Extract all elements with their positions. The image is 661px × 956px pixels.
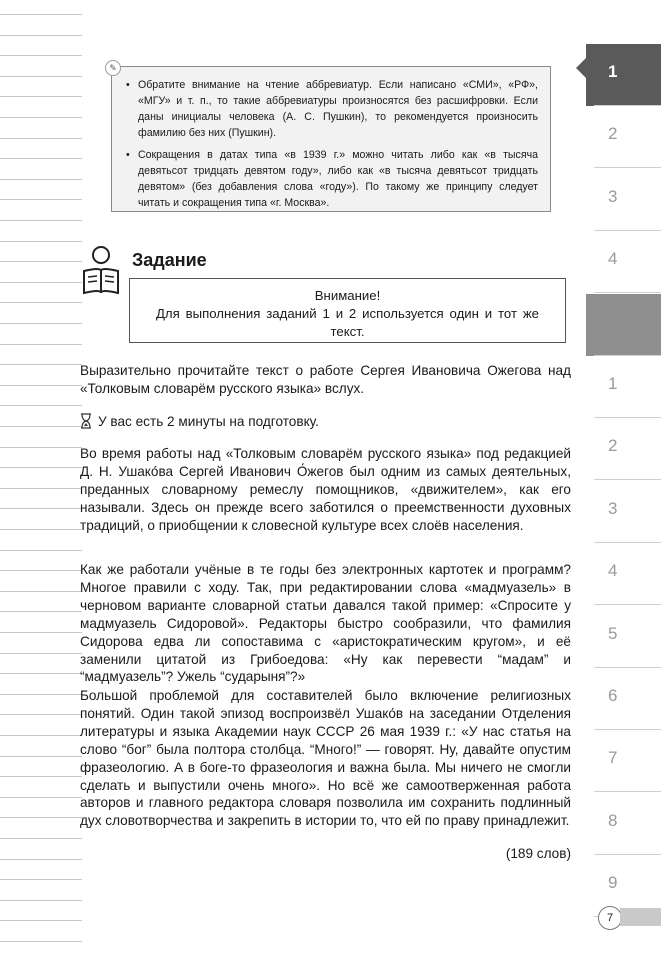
ruled-line <box>0 838 82 839</box>
section-tab <box>586 106 661 168</box>
ruled-line <box>0 941 82 942</box>
hourglass-icon <box>80 413 92 429</box>
text-paragraph: Как же работали учёные в те годы без электронных картотек и программ? Многое правили с ходу. Так, при редактировании слова «мадмуазель» в черновом варианте словарной статьи давался такой пример: «Спросите у мадмуазель Сидоровой». Редакторы быстро сообразили, что фамилия Сидорова едва ли сопоставима с «аристократическим кругом», и её заменили цитатой из Грибоедова: «Ну как перевести “мадам” и “мадмуазель”? Ужель “сударыня”?» <box>80 562 571 685</box>
ruled-line <box>0 302 82 303</box>
ruled-line <box>0 859 82 860</box>
ruled-line <box>0 488 82 489</box>
ruled-line <box>0 55 82 56</box>
ruled-line <box>0 653 82 654</box>
ruled-line <box>0 35 82 36</box>
section-tab <box>586 793 661 855</box>
section-tab-number: 8 <box>608 810 618 830</box>
ruled-line <box>0 632 82 633</box>
ruled-line <box>0 797 82 798</box>
ruled-line <box>0 467 82 468</box>
section-tab <box>586 668 661 730</box>
ruled-line <box>0 220 82 221</box>
ruled-line <box>0 158 82 159</box>
section-tab-number: 9 <box>608 873 618 893</box>
section-tab <box>586 730 661 792</box>
section-tab <box>586 294 661 356</box>
section-tab-number: 2 <box>608 124 618 144</box>
ruled-line <box>0 900 82 901</box>
section-tab-number: 4 <box>608 249 618 269</box>
section-tab-number: 7 <box>608 748 618 768</box>
ruled-line <box>0 323 82 324</box>
ruled-line <box>0 920 82 921</box>
ruled-line <box>0 694 82 695</box>
section-tab <box>586 169 661 231</box>
ruled-line <box>0 241 82 242</box>
ruled-line <box>0 447 82 448</box>
section-tab-number: 6 <box>608 686 618 705</box>
ruled-line <box>0 735 82 736</box>
ruled-line <box>0 138 82 139</box>
section-tab <box>586 481 661 543</box>
ruled-line <box>0 611 82 612</box>
ruled-line <box>0 426 82 427</box>
page-number-bar <box>620 908 661 926</box>
section-tab-number: 3 <box>608 186 618 206</box>
text-paragraph: Во время работы над «Толковым словарём русского языка» под редакцией Д. Н. Ушако́ва Сергей Иванович О́жегов был одним из самых деятельных, преданных словарному ремеслу помощников, «движителем», как его называли. Здесь он прежде всего заботился о преемственности духовных традиций, о приобщении к словесной культуре всех слоёв населения. <box>80 446 571 533</box>
timer-text: У вас есть 2 минуты на подготовку. <box>98 414 319 429</box>
ruled-line <box>0 508 82 509</box>
ruled-line <box>0 776 82 777</box>
ruled-line <box>0 405 82 406</box>
ruled-line <box>0 385 82 386</box>
section-tab-number: 1 <box>608 62 618 81</box>
ruled-line <box>0 282 82 283</box>
ruled-line <box>0 96 82 97</box>
section-tab-number: 4 <box>608 561 618 581</box>
ruled-line <box>0 817 82 818</box>
attention-title: Внимание! <box>314 288 381 303</box>
ruled-line <box>0 529 82 530</box>
section-tab <box>586 543 661 605</box>
ruled-line <box>0 673 82 674</box>
section-tab-number: 5 <box>608 623 618 643</box>
ruled-line <box>0 550 82 551</box>
ruled-line <box>0 76 82 77</box>
section-tab-number: 2 <box>608 436 618 456</box>
task-title: Задание <box>132 250 207 270</box>
ruled-line <box>0 879 82 880</box>
note-box <box>111 66 551 212</box>
instruction-text: Выразительно прочитайте текст о работе Сергея Ивановича Ожегова над «Толковым словарём русского языка» вслух. <box>80 363 571 396</box>
word-count: (189 слов) <box>505 846 571 861</box>
ruled-line <box>0 591 82 592</box>
ruled-line <box>0 570 82 571</box>
timer-line <box>80 413 571 431</box>
ruled-line <box>0 14 82 15</box>
ruled-line <box>0 344 82 345</box>
page-number: 7 <box>598 906 622 930</box>
section-tab <box>586 356 661 418</box>
section-tab <box>586 44 661 106</box>
ruled-line <box>0 261 82 262</box>
ruled-line <box>0 714 82 715</box>
info-icon: ✎ <box>105 60 121 76</box>
ruled-line <box>0 179 82 180</box>
section-tab <box>586 231 661 293</box>
attention-box <box>129 278 566 343</box>
ruled-line <box>0 117 82 118</box>
section-tab-number: 1 <box>608 374 618 393</box>
section-tab <box>586 418 661 480</box>
attention-text: Для выполнения заданий 1 и 2 используется один и тот же текст. <box>156 306 539 339</box>
ruled-line <box>0 364 82 365</box>
ruled-margin <box>0 0 88 956</box>
text-paragraph: Большой проблемой для составителей было включение религиозных понятий. Один такой эпизод воспроизвёл Ушако́в на заседании Отделения литературы и языка Академии наук СССР 26 мая 1939 г.: «У нас статья на слово “бог” была полтора столбца. “Много!” — говорят. Ну, давайте опустим фразеологию. А в боге-то фразеология и важна была. Мы ничего не смогли сделать и выпустили очень много». Но всё же самоотверженная работа авторов и главного редактора словаря позволила им сохранить подлинный дух словотворчества и закрепить в истории то, что ей по праву принадлежит. <box>80 688 571 829</box>
ruled-line <box>0 199 82 200</box>
reading-person-icon <box>80 245 122 295</box>
note-item: • Сокращения в датах типа «в 1939 г.» можно читать либо как «в тысяча девятьсот тридцать девятом году», либо как «в тысяча девятьсот тридцать девятом» (без добавления слова «году»). По такому же принципу следует читать и сокращения типа «г. Москва». <box>138 147 538 211</box>
note-item: • Обратите внимание на чтение аббревиатур. Если написано «СМИ», «РФ», «МГУ» и т. п., то такие аббревиатуры произносятся без расшифровки. Если даны инициалы человека (А. С. Пушкин), то рекомендуется произносить фамилию без них (Пушкин). <box>138 77 538 141</box>
section-tab-bar <box>586 44 661 956</box>
section-tab <box>586 606 661 668</box>
ruled-line <box>0 756 82 757</box>
section-tab-number: 3 <box>608 498 618 518</box>
